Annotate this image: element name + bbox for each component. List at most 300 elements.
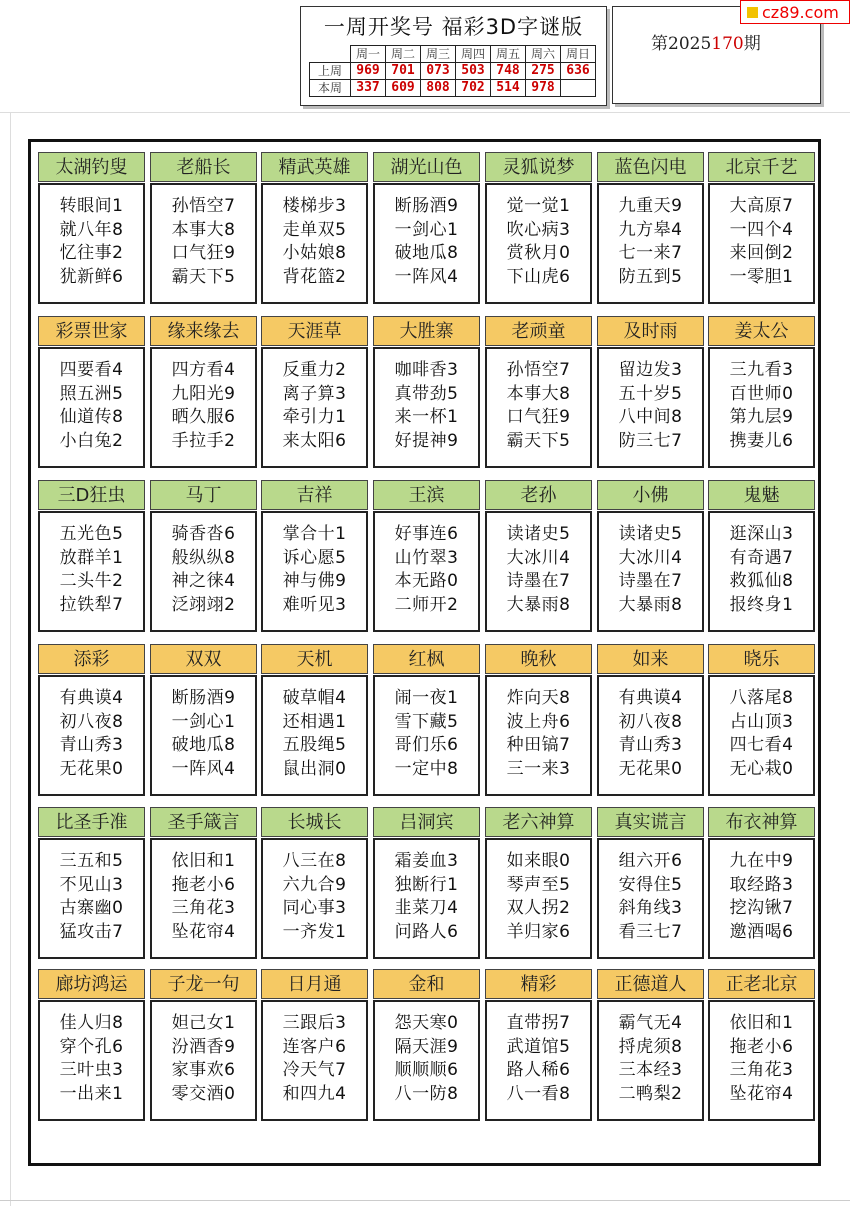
clue-card (38, 480, 145, 632)
clue-line: 霜姜血3 (394, 851, 459, 871)
day-header-row (310, 46, 596, 63)
clue-line: 坠花帘4 (171, 921, 236, 942)
draw-number: 073 (421, 63, 456, 80)
clue-line: 韭菜刀4 (394, 898, 459, 918)
clue-card (485, 969, 592, 1121)
card-title: 正德道人 (597, 969, 704, 999)
draw-number: 969 (351, 63, 386, 80)
clue-line: 神之徕4 (171, 571, 236, 591)
clue-line: 连客户6 (282, 1036, 347, 1057)
clue-line: 六九合9 (282, 874, 347, 895)
card-body (708, 183, 815, 304)
clue-line: 楼梯步3 (282, 196, 347, 216)
card-body (38, 1000, 145, 1121)
clue-line: 八落尾8 (729, 688, 794, 708)
clue-card (597, 644, 704, 796)
clue-line: 一零胆1 (729, 266, 794, 287)
clue-line: 来一杯1 (394, 407, 459, 427)
card-body (150, 1000, 257, 1121)
card-body (597, 183, 704, 304)
clue-line: 坠花帘4 (729, 1083, 794, 1104)
clue-line: 第九层9 (729, 407, 794, 427)
clue-line: 转眼间1 (59, 196, 124, 216)
clue-line: 破地瓜8 (171, 735, 236, 755)
clue-line: 赏秋月0 (506, 243, 571, 263)
draw-number: 701 (386, 63, 421, 80)
clue-card (38, 644, 145, 796)
card-body (485, 1000, 592, 1121)
clue-line: 真带劲5 (394, 383, 459, 404)
card-title: 老六神算 (485, 807, 592, 837)
page-left-edge (10, 112, 11, 1206)
card-title: 蓝色闪电 (597, 152, 704, 182)
card-body (597, 511, 704, 632)
clue-card (150, 969, 257, 1121)
clue-line: 二鸭梨2 (618, 1083, 683, 1104)
clue-line: 口气狂9 (171, 243, 236, 263)
clue-line: 斜角线3 (618, 898, 683, 918)
clue-line: 三九看3 (729, 360, 794, 380)
clue-line: 直带拐7 (506, 1013, 571, 1033)
clue-line: 青山秀3 (618, 735, 683, 755)
clue-line: 依旧和1 (171, 851, 236, 871)
clue-card (373, 807, 480, 959)
card-title: 比圣手准 (38, 807, 145, 837)
clue-line: 背花篮2 (282, 266, 347, 287)
card-body (38, 183, 145, 304)
clue-line: 大冰川4 (618, 547, 683, 568)
row-label: 本周 (310, 80, 351, 97)
clue-card (38, 152, 145, 304)
card-body (261, 183, 368, 304)
clue-line: 琴声至5 (506, 874, 571, 895)
card-title: 天机 (261, 644, 368, 674)
clue-line: 仙道传8 (59, 407, 124, 427)
clue-line: 三角花3 (729, 1060, 794, 1080)
clue-line: 二师开2 (394, 594, 459, 615)
clue-line: 猛攻击7 (59, 921, 124, 942)
card-title: 圣手箴言 (150, 807, 257, 837)
clue-line: 邀酒喝6 (729, 921, 794, 942)
clue-line: 问路人6 (394, 921, 459, 942)
clue-line: 读诸史5 (618, 524, 683, 544)
card-body (150, 183, 257, 304)
weekly-draw-table (309, 45, 596, 97)
card-body (708, 838, 815, 959)
clue-line: 冷天气7 (282, 1060, 347, 1080)
card-title: 湖光山色 (373, 152, 480, 182)
clue-line: 救狐仙8 (729, 571, 794, 591)
card-title: 马丁 (150, 480, 257, 510)
card-body (485, 183, 592, 304)
card-title: 正老北京 (708, 969, 815, 999)
clue-line: 妲己女1 (171, 1013, 236, 1033)
card-title: 精武英雄 (261, 152, 368, 182)
card-title: 老船长 (150, 152, 257, 182)
day-label: 周二 (386, 46, 421, 63)
clue-line: 家事欢6 (171, 1060, 236, 1080)
card-body (485, 675, 592, 796)
clue-line: 雪下藏5 (394, 711, 459, 732)
draw-number: 337 (351, 80, 386, 97)
clue-line: 牵引力1 (282, 407, 347, 427)
draw-number: 636 (561, 63, 596, 80)
clue-line: 携妻儿6 (729, 430, 794, 451)
clue-line: 一剑心1 (394, 219, 459, 240)
clue-line: 本事大8 (506, 383, 571, 404)
clue-line: 九阳光9 (171, 383, 236, 404)
card-body (485, 347, 592, 468)
clue-line: 和四九4 (282, 1083, 347, 1104)
card-body (708, 1000, 815, 1121)
clue-line: 同心事3 (282, 898, 347, 918)
clue-line: 离子算3 (282, 383, 347, 404)
card-body (485, 838, 592, 959)
card-title: 彩票世家 (38, 316, 145, 346)
clue-line: 鼠出洞0 (282, 758, 347, 779)
clue-line: 晒久服6 (171, 407, 236, 427)
clue-card (150, 480, 257, 632)
card-title: 真实谎言 (597, 807, 704, 837)
clue-line: 破草帽4 (282, 688, 347, 708)
clue-line: 断肠酒9 (394, 196, 459, 216)
clue-line: 霸气无4 (618, 1013, 683, 1033)
issue-prefix: 第2025 (651, 34, 712, 54)
card-body (373, 347, 480, 468)
issue-number (651, 29, 761, 54)
clue-line: 安得住5 (618, 874, 683, 895)
clue-card (150, 316, 257, 468)
clue-line: 吹心病3 (506, 219, 571, 240)
clue-line: 怨天寒0 (394, 1013, 459, 1033)
clue-line: 顺顺顺6 (394, 1060, 459, 1080)
issue-suffix: 期 (743, 34, 761, 54)
draw-number: 609 (386, 80, 421, 97)
clue-line: 八一看8 (506, 1083, 571, 1104)
clue-card (261, 969, 368, 1121)
clue-line: 二头牛2 (59, 571, 124, 591)
card-title: 晚秋 (485, 644, 592, 674)
day-label: 周五 (491, 46, 526, 63)
clue-line: 孙悟空7 (506, 360, 571, 380)
clue-line: 取经路3 (729, 874, 794, 895)
clue-line: 一剑心1 (171, 711, 236, 732)
clue-line: 组六开6 (618, 851, 683, 871)
clue-line: 报终身1 (729, 594, 794, 615)
clue-line: 一齐发1 (282, 921, 347, 942)
clue-card (261, 152, 368, 304)
clue-line: 本事大8 (171, 219, 236, 240)
clue-line: 五股绳5 (282, 735, 347, 755)
clue-line: 有奇遇7 (729, 547, 794, 568)
clue-line: 大冰川4 (506, 547, 571, 568)
panel-title: 一周开奖号 福彩3D字谜版 (323, 15, 584, 39)
clue-line: 本无路0 (394, 571, 459, 591)
clue-card (373, 480, 480, 632)
card-title: 金和 (373, 969, 480, 999)
card-body (150, 838, 257, 959)
clue-line: 大高原7 (729, 196, 794, 216)
card-body (373, 511, 480, 632)
card-body (261, 675, 368, 796)
card-title: 小佛 (597, 480, 704, 510)
clue-line: 三跟后3 (282, 1013, 347, 1033)
clue-line: 霸天下5 (171, 266, 236, 287)
clue-line: 佳人归8 (59, 1013, 124, 1033)
clue-line: 大暴雨8 (618, 594, 683, 615)
card-title: 老顽童 (485, 316, 592, 346)
card-body (261, 511, 368, 632)
clue-card (150, 807, 257, 959)
clue-line: 初八夜8 (59, 711, 124, 732)
clue-line: 好提神9 (394, 430, 459, 451)
clue-line: 一阵风4 (394, 266, 459, 287)
card-body (150, 675, 257, 796)
draw-number: 808 (421, 80, 456, 97)
clue-line: 诉心愿5 (282, 547, 347, 568)
page-bottom-edge (0, 1200, 850, 1201)
card-body (373, 838, 480, 959)
clue-line: 一四个4 (729, 219, 794, 240)
clue-line: 掌合十1 (282, 524, 347, 544)
clue-line: 四方看4 (171, 360, 236, 380)
last-week-row (310, 63, 596, 80)
draw-number: 748 (491, 63, 526, 80)
clue-line: 诗墨在7 (506, 571, 571, 591)
this-week-row (310, 80, 596, 97)
clue-line: 挖沟锹7 (729, 898, 794, 918)
clue-card (708, 969, 815, 1121)
logo-square-icon (747, 7, 758, 18)
clue-line: 五光色5 (59, 524, 124, 544)
card-title: 大胜寨 (373, 316, 480, 346)
clue-line: 三角花3 (171, 898, 236, 918)
clue-line: 大暴雨8 (506, 594, 571, 615)
clue-line: 一出来1 (59, 1083, 124, 1104)
clue-line: 四要看4 (59, 360, 124, 380)
clue-line: 隔天涯9 (394, 1036, 459, 1057)
clue-card (485, 644, 592, 796)
clue-line: 八三在8 (282, 851, 347, 871)
clue-card (597, 807, 704, 959)
site-logo[interactable] (740, 0, 850, 24)
clue-line: 百世师0 (729, 383, 794, 404)
clue-card (485, 152, 592, 304)
clue-line: 有典谟4 (618, 688, 683, 708)
clue-line: 有典谟4 (59, 688, 124, 708)
card-title: 太湖钓叟 (38, 152, 145, 182)
clue-line: 泛翊翊2 (171, 594, 236, 615)
draw-number (561, 80, 596, 97)
clue-card (597, 152, 704, 304)
card-body (373, 675, 480, 796)
card-body (261, 838, 368, 959)
card-body (708, 511, 815, 632)
clue-line: 不见山3 (59, 874, 124, 895)
clue-card (373, 152, 480, 304)
card-title: 三D狂虫 (38, 480, 145, 510)
card-title: 添彩 (38, 644, 145, 674)
clue-line: 一定中8 (394, 758, 459, 779)
card-body (150, 511, 257, 632)
clue-line: 闹一夜1 (394, 688, 459, 708)
draw-number: 702 (456, 80, 491, 97)
card-title: 姜太公 (708, 316, 815, 346)
card-title: 廊坊鸿运 (38, 969, 145, 999)
clue-card (373, 969, 480, 1121)
clue-line: 武道馆5 (506, 1036, 571, 1057)
clue-line: 断肠酒9 (171, 688, 236, 708)
card-title: 红枫 (373, 644, 480, 674)
card-body (708, 347, 815, 468)
row-label: 上周 (310, 63, 351, 80)
clue-line: 无心栽0 (729, 758, 794, 779)
clue-line: 山竹翠3 (394, 547, 459, 568)
clue-line: 零交酒0 (171, 1083, 236, 1104)
clue-line: 就八年8 (59, 219, 124, 240)
weekly-draw-panel (300, 6, 607, 106)
card-title: 吕洞宾 (373, 807, 480, 837)
clue-line: 来太阳6 (282, 430, 347, 451)
draw-number: 514 (491, 80, 526, 97)
clue-line: 三一来3 (506, 758, 571, 779)
clue-card (150, 644, 257, 796)
card-title: 及时雨 (597, 316, 704, 346)
card-body (597, 838, 704, 959)
card-title: 长城长 (261, 807, 368, 837)
clue-line: 五十岁5 (618, 383, 683, 404)
card-body (38, 838, 145, 959)
issue-highlight: 170 (711, 34, 744, 54)
card-body (38, 511, 145, 632)
card-body (485, 511, 592, 632)
clue-card (708, 807, 815, 959)
clue-card (485, 480, 592, 632)
clue-line: 霸天下5 (506, 430, 571, 451)
card-title: 双双 (150, 644, 257, 674)
clue-line: 捋虎须8 (618, 1036, 683, 1057)
card-title: 吉祥 (261, 480, 368, 510)
clue-card (38, 807, 145, 959)
clue-line: 波上舟6 (506, 711, 571, 732)
clue-line: 古寨幽0 (59, 898, 124, 918)
clue-card (597, 480, 704, 632)
clue-line: 孙悟空7 (171, 196, 236, 216)
clue-line: 放群羊1 (59, 547, 124, 568)
clue-line: 九在中9 (729, 851, 794, 871)
clue-line: 手拉手2 (171, 430, 236, 451)
logo-text: cz89.com (762, 2, 839, 22)
card-title: 灵狐说梦 (485, 152, 592, 182)
clue-line: 难听见3 (282, 594, 347, 615)
clue-card (261, 644, 368, 796)
clue-line: 照五洲5 (59, 383, 124, 404)
draw-number: 275 (526, 63, 561, 80)
clue-line: 小白兔2 (59, 430, 124, 451)
card-body (38, 675, 145, 796)
card-body (261, 1000, 368, 1121)
clue-card (373, 316, 480, 468)
clue-card (485, 807, 592, 959)
card-body (597, 347, 704, 468)
clue-line: 防三七7 (618, 430, 683, 451)
clue-line: 三五和5 (59, 851, 124, 871)
clue-line: 神与佛9 (282, 571, 347, 591)
clue-card (485, 316, 592, 468)
clue-line: 来回倒2 (729, 243, 794, 263)
card-title: 子龙一句 (150, 969, 257, 999)
card-title: 天涯草 (261, 316, 368, 346)
clue-line: 逛深山3 (729, 524, 794, 544)
clue-line: 七一来7 (618, 243, 683, 263)
clue-line: 诗墨在7 (618, 571, 683, 591)
clue-card (708, 480, 815, 632)
clue-card (708, 152, 815, 304)
clue-card (38, 316, 145, 468)
corner-cell (310, 46, 351, 63)
clue-line: 咖啡香3 (394, 360, 459, 380)
clue-line: 一阵风4 (171, 758, 236, 779)
clue-line: 无花果0 (618, 758, 683, 779)
clue-line: 口气狂9 (506, 407, 571, 427)
clue-line: 占山顶3 (729, 711, 794, 732)
clue-line: 反重力2 (282, 360, 347, 380)
clue-line: 汾酒香9 (171, 1036, 236, 1057)
clue-card (597, 969, 704, 1121)
clue-line: 拉铁犁7 (59, 594, 124, 615)
clue-line: 青山秀3 (59, 735, 124, 755)
clue-card (38, 969, 145, 1121)
clue-card (261, 480, 368, 632)
clue-line: 读诸史5 (506, 524, 571, 544)
card-title: 王滨 (373, 480, 480, 510)
clue-line: 走单双5 (282, 219, 347, 240)
clue-card (261, 807, 368, 959)
clue-line: 三本经3 (618, 1060, 683, 1080)
clue-line: 无花果0 (59, 758, 124, 779)
clue-line: 羊归家6 (506, 921, 571, 942)
card-title: 北京千艺 (708, 152, 815, 182)
clue-line: 四七看4 (729, 735, 794, 755)
clue-line: 觉一觉1 (506, 196, 571, 216)
card-body (373, 183, 480, 304)
clue-card (597, 316, 704, 468)
clue-line: 忆往事2 (59, 243, 124, 263)
card-body (261, 347, 368, 468)
clue-line: 防五到5 (618, 266, 683, 287)
clue-card (708, 316, 815, 468)
draw-number: 978 (526, 80, 561, 97)
clue-line: 种田镐7 (506, 735, 571, 755)
clue-line: 骑香沓6 (171, 524, 236, 544)
card-title: 日月通 (261, 969, 368, 999)
clue-line: 留边发3 (618, 360, 683, 380)
day-label: 周三 (421, 46, 456, 63)
card-body (373, 1000, 480, 1121)
card-body (597, 675, 704, 796)
clue-line: 双人拐2 (506, 898, 571, 918)
clue-line: 初八夜8 (618, 711, 683, 732)
clue-card (373, 644, 480, 796)
day-label: 周日 (561, 46, 596, 63)
clue-line: 如来眼0 (506, 851, 571, 871)
clue-line: 好事连6 (394, 524, 459, 544)
clue-line: 犹新鲜6 (59, 266, 124, 287)
clue-card (708, 644, 815, 796)
clue-line: 八中间8 (618, 407, 683, 427)
clue-line: 三叶虫3 (59, 1060, 124, 1080)
card-title: 缘来缘去 (150, 316, 257, 346)
